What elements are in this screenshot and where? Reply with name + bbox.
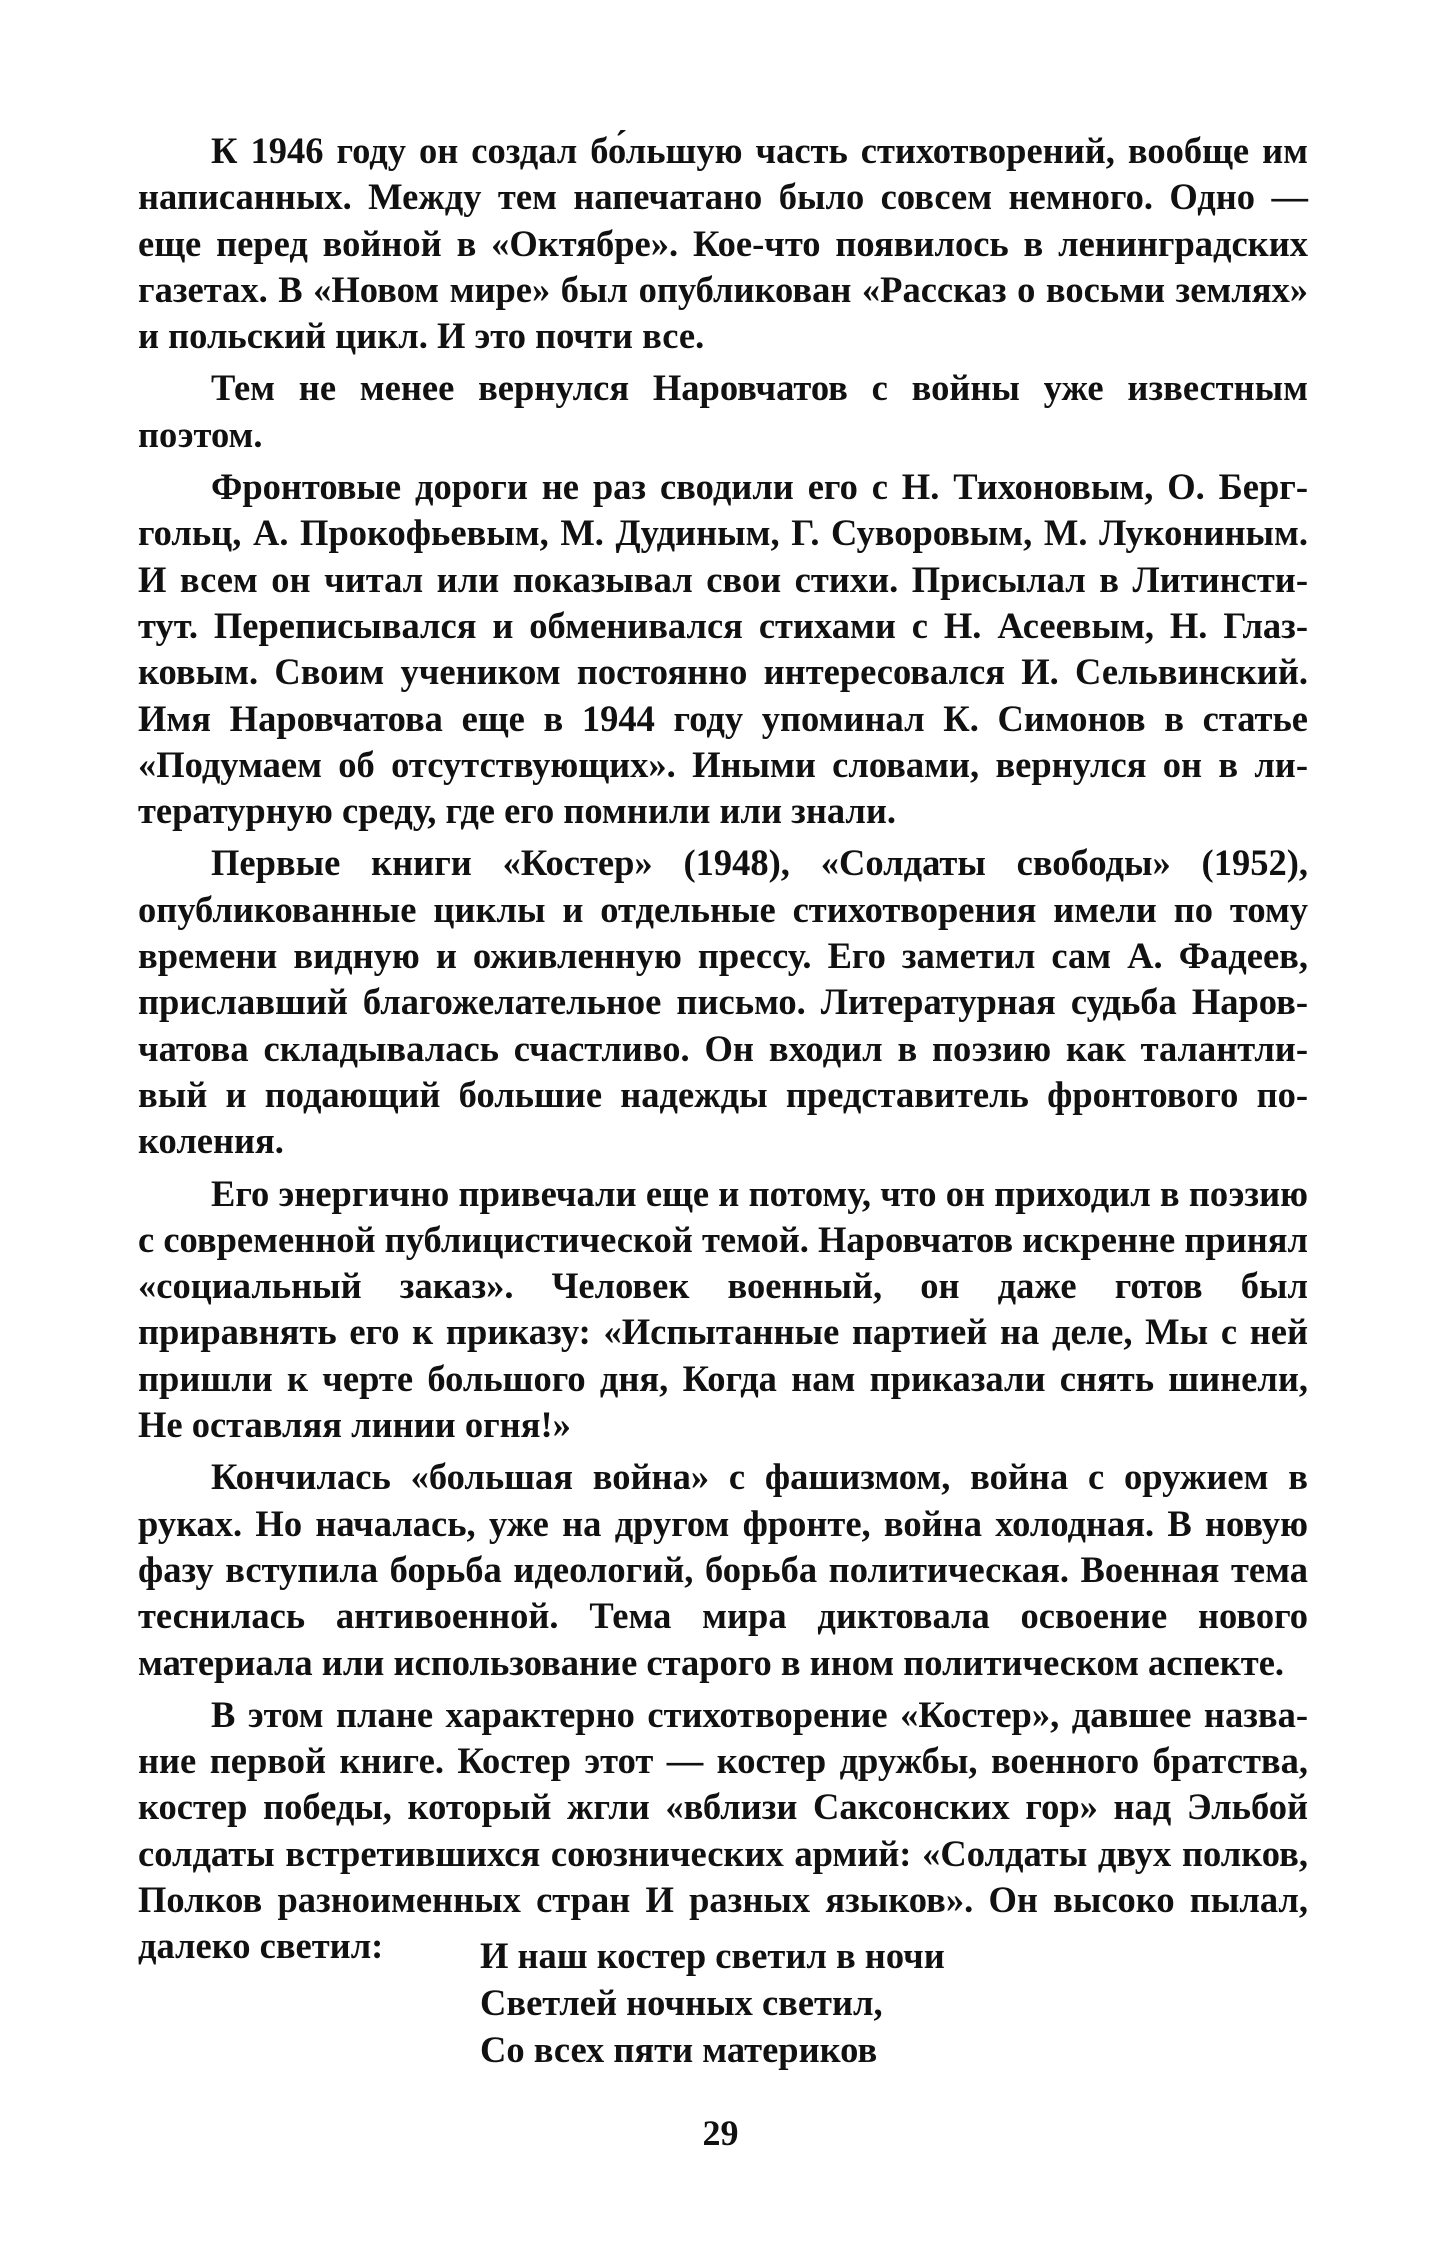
verse-line: Со всех пяти материков — [480, 2029, 878, 2070]
paragraph-5: Его энергично привечали еще и потому, что он приходил в поэзию с современной публицистической темой. Наровчатов искренне принял «социальный заказ». Человек военный, он даже готов был приравнять его к приказу: «Испытанные партией на деле, Мы с ней пришли к черте большого дня, Когда нам приказали снять шинели, Не оставляя линии огня!» — [138, 1172, 1308, 1446]
paragraph-1: К 1946 году он создал бо́льшую часть стихотворений, вообще им написанных. Между тем напечатано было совсем немного. Одно — еще перед войной в «Октябре». Кое-что появилось в ленинградских газетах. В «Новом мире» был опубликован «Рассказ о восьми землях» и польский цикл. И это почти все. — [138, 130, 1308, 357]
paragraph-2: Тем не менее вернулся Наровчатов с войны уже известным поэтом. — [138, 367, 1308, 455]
verse-quote — [480, 1932, 945, 2073]
body-text — [138, 128, 1308, 1976]
verse-line: Светлей ночных светил, — [480, 1982, 883, 2023]
paragraph-6: Кончилась «большая война» с фашизмом, война с оружием в руках. Но началась, уже на другом фронте, война холодная. В новую фазу вступила борьба идеологий, борьба политическая. Военная тема теснилась антивоенной. Тема мира диктовала освоение нового материала или использование старого в ином политическом аспекте. — [138, 1456, 1308, 1683]
verse-line: И наш костер светил в ночи — [480, 1935, 945, 1976]
paragraph-3: Фронтовые дороги не раз сводили его с Н. Тихоновым, О. Берггольц, А. Прокофьевым, М. Дудиным, Г. Суворовым, М. Лукониным. И всем он читал или показывал свои стихи. Присылал в Литинститут. Переписывался и обменивался стихами с Н. Асеевым, Н. Глазковым. Своим учеником постоянно интересовался И. Сельвинский. Имя Наровчатова еще в 1944 году упоминал К. Симонов в статье «Подумаем об отсутствующих». Иными словами, вернулся он в литературную среду, где его помнили или знали. — [138, 466, 1308, 832]
paragraph-4: Первые книги «Костер» (1948), «Солдаты свободы» (1952), опубликованные циклы и отдельные стихотворения имели по тому времени видную и оживленную прессу. Его заметил сам А. Фадеев, приславший благожелательное письмо. Литературная судьба Наровчатова складывалась счастливо. Он входил в поэзию как талантливый и подающий большие надежды представитель фронтового поколения. — [138, 842, 1308, 1162]
page-number: 29 — [702, 2113, 739, 2153]
paragraph-7: В этом плане характерно стихотворение «Костер», давшее название первой книге. Костер этот — костер дружбы, военного братства, костер победы, который жгли «вблизи Саксонских гор» над Эльбой солдаты встретившихся союзнических армий: «Солдаты двух полков, Полков разноименных стран И разных языков». Он высоко пылал, далеко светил: — [138, 1693, 1308, 1967]
